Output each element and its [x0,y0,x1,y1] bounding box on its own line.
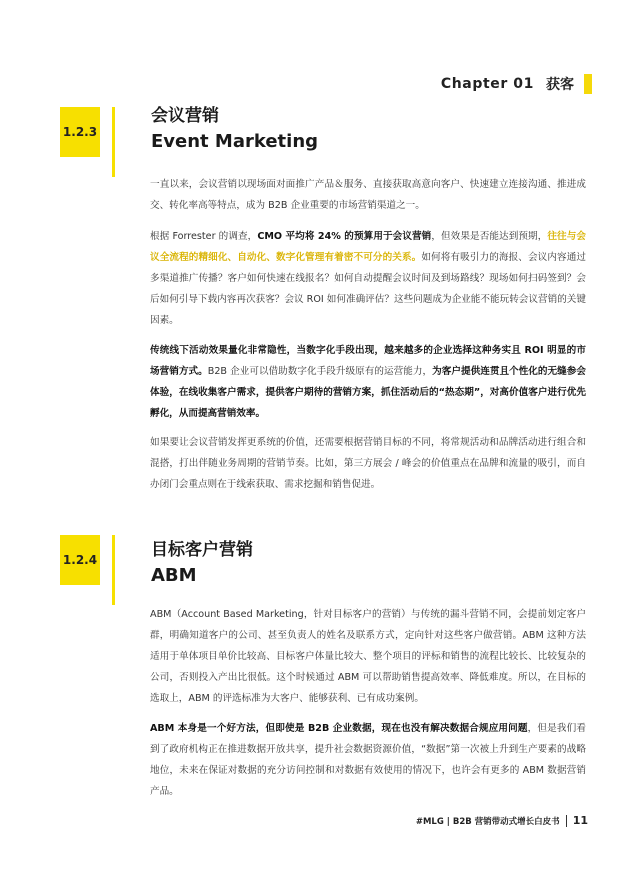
footer-title: #MLG | B2B 营销带动式增长白皮书 [415,816,560,827]
section-title [151,538,253,588]
paragraph-bold: ABM 本身是一个好方法，但即使是 B2B 企业数据，现在也没有解决数据合规应用问题 [150,723,528,734]
paragraph [150,340,586,424]
paragraph-text: B2B 企业可以借助数字化手段升级原有的运营能力， [207,366,433,377]
paragraph-highlight: 往往与会议全流程的精细化、自动化、数字化管理有着密不可分的关系。 [150,231,586,263]
paragraph [150,718,586,802]
section-divider-line [112,107,115,177]
section-title-en: ABM [151,565,197,586]
chapter-label: Chapter 01 [440,76,534,92]
chapter-header [441,74,592,94]
section-divider-line [112,535,115,605]
paragraph-text: ，但是我们看到了政府机构正在推进数据开放共享，提升社会数据资源价值，“数据”第一次被上升到生产要素的战略地位，未来在保证对数据的充分访问控制和对数据有效使用的情况下，也许会有更多的 ABM 数据营销产品。 [150,723,586,797]
chapter-category: 获客 [546,77,574,93]
section-title-cn: 目标客户营销 [151,540,253,560]
paragraph-text: 一直以来，会议营销以现场面对面推广产品＆服务、直接获取高意向客户、快速建立连接沟通、推进成交、转化率高等特点，成为 B2B 企业重要的市场营销渠道之一。 [150,179,586,211]
paragraph [150,226,586,331]
paragraph [150,432,586,495]
section-title-en: Event Marketing [151,131,319,152]
section-number-badge: 1.2.4 [60,535,100,585]
paragraph-text: 如何将有吸引力的海报、会议内容通过多渠道推广传播？客户如何快速在线报名？如何自动提醒会议时间及到场路线？现场如何扫码签到？会后如何引导下载内容再次获客？会议 ROI 如何准确评估？这些问题成为企业能不能玩转会议营销的关键因素。 [150,252,587,326]
paragraph-bold: 传统线下活动效果量化非常隐性，当数字化手段出现，越来越多的企业选择这种务实且 ROI 明显的市场营销方式。 [150,345,586,377]
page-number: 11 [572,814,588,827]
section-title-cn: 会议营销 [151,106,219,126]
section-number-badge: 1.2.3 [60,107,100,157]
section-title [151,104,318,154]
footer-separator [566,815,567,827]
paragraph-bold: CMO 平均将 24% 的预算用于会议营销 [257,231,432,242]
paragraph-bold: 为客户提供连贯且个性化的无缝参会体验，在线收集客户需求，提供客户期待的营销方案，抓住活动后的“热态期”，对高价值客户进行优先孵化，从而提高营销效率。 [150,366,587,419]
paragraph-text: 如果要让会议营销发挥更系统的价值，还需要根据营销目标的不同，将常规活动和品牌活动进行组合和混搭，打出伴随业务周期的营销节奏。比如，第三方展会 / 峰会的价值重点在品牌和流量的吸引，而自办闭门会重点则在于线索获取、需求挖掘和销售促进。 [150,437,586,490]
paragraph-text: 根据 Forrester 的调查， [150,231,258,242]
paragraph [150,174,586,216]
paragraph-text: ，但效果是否能达到预期， [431,231,548,242]
paragraph [150,604,586,709]
page-footer [416,814,588,827]
chapter-accent-bar [584,74,592,94]
paragraph-text: ABM（Account Based Marketing，针对目标客户的营销）与传统的漏斗营销不同，会提前划定客户群，明确知道客户的公司、甚至负责人的姓名及联系方式，定向针对这些客户做营销。ABM 这种方法适用于单体项目单价比较高、目标客户体量比较大、整个项目的评标和销售的流程比较长、比较复杂的公司，否则投入产出比很低。这个时候通过 ABM 可以帮助销售提高效率、降低难度。所以，在目标的选取上，ABM 的评选标准为大客户、能够获利、已有成功案例。 [150,609,586,704]
